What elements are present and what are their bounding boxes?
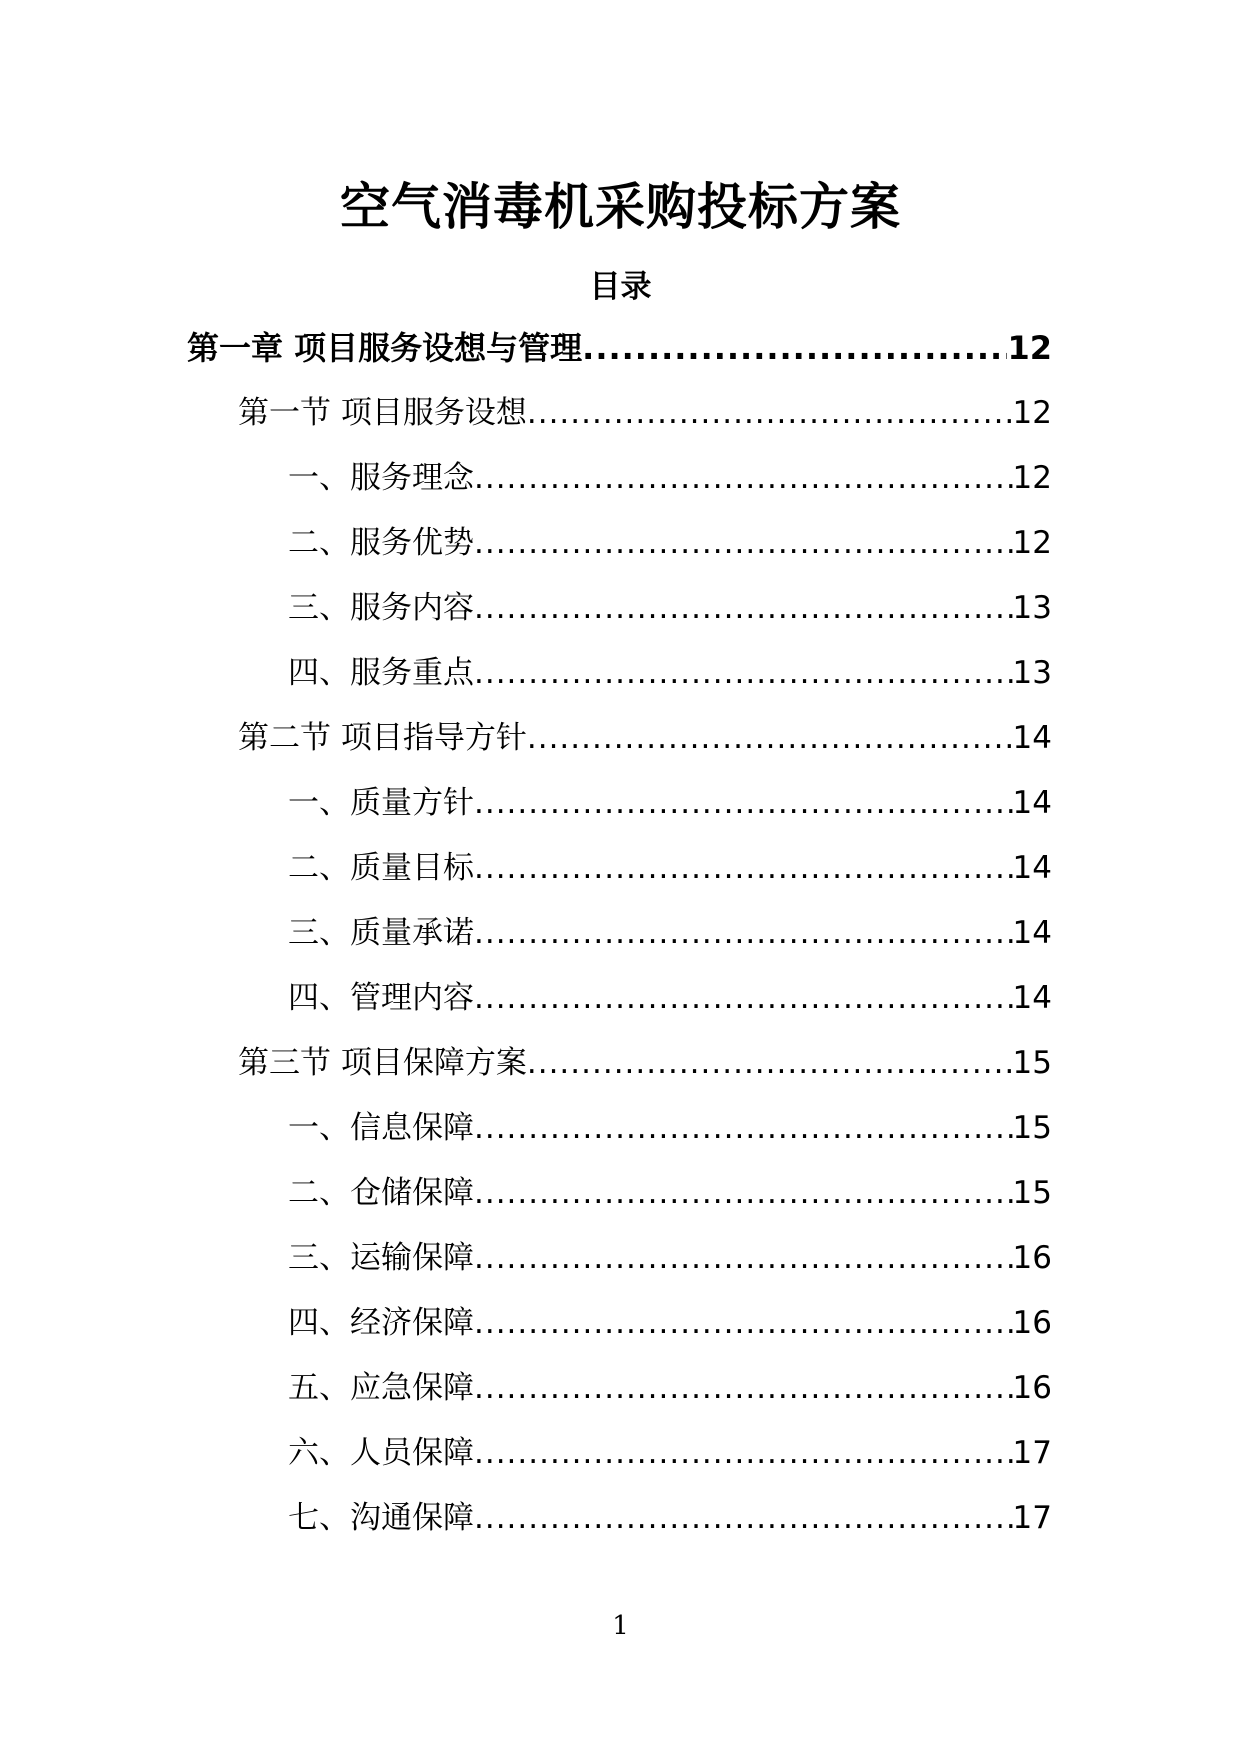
toc-entry-page: 12 [1012,395,1052,431]
toc-entry-page: 12 [1007,329,1052,367]
toc-dot-leader [527,1041,1013,1085]
toc-dot-leader [474,1366,1013,1410]
toc-entry-page: 13 [1012,590,1052,626]
toc-entry-title: 二、质量目标 [288,850,474,886]
toc-entry[interactable] [0,326,1052,391]
toc-dot-leader [474,911,1013,955]
toc-dot-leader [474,781,1013,825]
toc-entry-title: 三、运输保障 [288,1240,474,1276]
toc-entry-title: 一、信息保障 [288,1110,474,1146]
toc-entry[interactable] [0,1236,1052,1301]
toc-entry-title: 六、人员保障 [288,1435,474,1471]
toc-entry-title: 第三节 项目保障方案 [238,1045,527,1081]
toc-entry-page: 16 [1012,1240,1052,1276]
toc-entry[interactable] [0,1041,1052,1106]
toc-dot-leader [527,716,1013,760]
toc-entry-page: 16 [1012,1305,1052,1341]
toc-entry-title: 第二节 项目指导方针 [238,720,527,756]
toc-dot-leader [474,456,1013,500]
toc-entry-page: 13 [1012,655,1052,691]
page-number: 1 [612,1611,629,1641]
toc-entry[interactable] [0,456,1052,521]
toc-entry[interactable] [0,391,1052,456]
toc-entry[interactable] [0,521,1052,586]
toc-entry-title: 四、经济保障 [288,1305,474,1341]
toc-entry-title: 四、服务重点 [288,655,474,691]
table-of-contents [0,326,1241,1561]
toc-dot-leader [527,391,1013,435]
toc-heading: 目录 [589,269,652,305]
toc-dot-leader [474,976,1013,1020]
toc-entry-title: 二、服务优势 [288,525,474,561]
toc-entry-page: 17 [1012,1500,1052,1536]
toc-entry-page: 12 [1012,460,1052,496]
toc-entry[interactable] [0,1301,1052,1366]
toc-dot-leader [474,651,1013,695]
toc-entry-page: 15 [1012,1045,1052,1081]
toc-entry[interactable] [0,651,1052,716]
toc-entry-page: 12 [1012,525,1052,561]
toc-entry[interactable] [0,586,1052,651]
toc-entry[interactable] [0,1431,1052,1496]
toc-entry-page: 16 [1012,1370,1052,1406]
document-title: 空气消毒机采购投标方案 [340,178,901,236]
toc-entry[interactable] [0,1366,1052,1431]
toc-dot-leader [582,326,1007,370]
toc-entry-title: 七、沟通保障 [288,1500,474,1536]
toc-entry-title: 一、质量方针 [288,785,474,821]
toc-entry-title: 三、质量承诺 [288,915,474,951]
toc-entry-title: 第一节 项目服务设想 [238,395,527,431]
toc-dot-leader [474,1236,1013,1280]
toc-entry-page: 14 [1012,850,1052,886]
toc-entry-page: 14 [1012,720,1052,756]
toc-dot-leader [474,586,1013,630]
toc-entry-title: 第一章 项目服务设想与管理 [187,329,583,367]
toc-entry-title: 二、仓储保障 [288,1175,474,1211]
toc-entry[interactable] [0,976,1052,1041]
toc-entry-page: 14 [1012,785,1052,821]
toc-dot-leader [474,846,1013,890]
toc-entry-page: 14 [1012,915,1052,951]
toc-entry-title: 一、服务理念 [288,460,474,496]
toc-dot-leader [474,1106,1013,1150]
toc-dot-leader [474,1171,1013,1215]
toc-entry-page: 15 [1012,1175,1052,1211]
toc-entry[interactable] [0,716,1052,781]
toc-entry-page: 15 [1012,1110,1052,1146]
toc-entry[interactable] [0,781,1052,846]
toc-entry[interactable] [0,1171,1052,1236]
toc-entry-page: 14 [1012,980,1052,1016]
toc-entry[interactable] [0,1496,1052,1561]
toc-entry-title: 四、管理内容 [288,980,474,1016]
toc-dot-leader [474,521,1013,565]
toc-entry-title: 三、服务内容 [288,590,474,626]
toc-dot-leader [474,1301,1013,1345]
toc-dot-leader [474,1431,1013,1475]
toc-entry[interactable] [0,911,1052,976]
toc-entry[interactable] [0,846,1052,911]
toc-entry[interactable] [0,1106,1052,1171]
toc-entry-title: 五、应急保障 [288,1370,474,1406]
toc-dot-leader [474,1496,1013,1540]
toc-entry-page: 17 [1012,1435,1052,1471]
